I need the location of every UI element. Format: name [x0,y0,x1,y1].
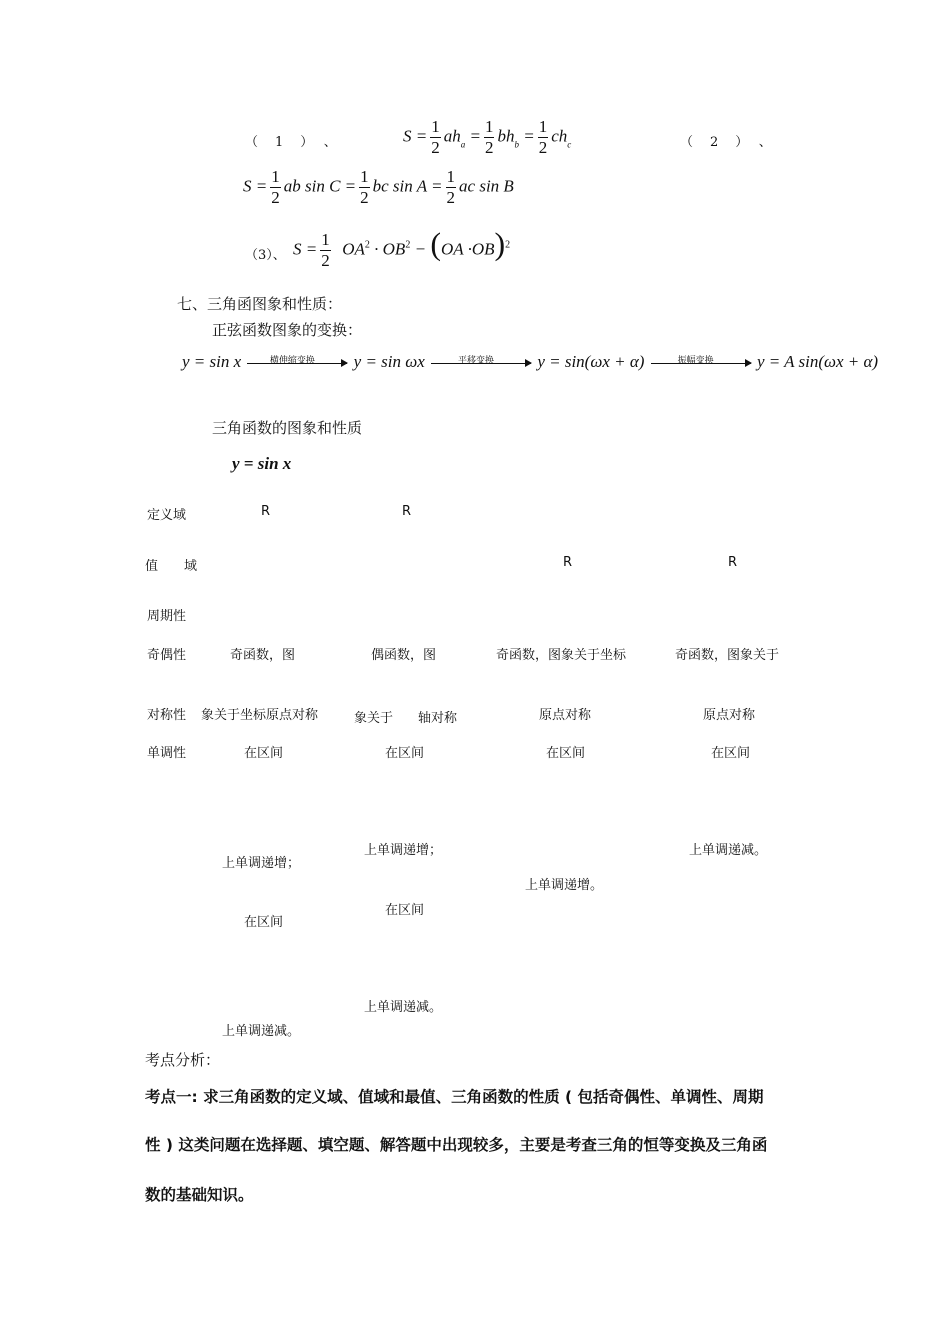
symmetry-value-1: 象关于坐标原点对称 [201,708,319,723]
symmetry-value-4: 原点对称 [703,708,756,723]
mono-col2-inc: 上单调递增； [364,843,443,858]
mono-interval-3: 在区间 [546,746,586,761]
row-label-monotonic: 单调性 [147,746,187,761]
formula-1-label: （ 1 ） 、 [245,135,339,150]
row-label-symmetry: 对称性 [147,708,187,723]
parity-value-3: 奇函数，图象关于坐标 [496,648,627,663]
arrow-3: 振幅变换 [651,363,751,364]
arrow-2: 平移变换 [431,363,531,364]
mono-col2-dec: 上单调递减。 [364,1000,443,1015]
arrow-1: 横伸缩变换 [247,363,347,364]
parity-value-4: 奇函数，图象关于 [675,648,780,663]
sine-transform-title: 正弦函数图象的变换： [212,321,363,339]
formula-2: S = $\frac{1}{2}$ ab sin C = $\frac{1}{2}$ bc sin A = $\frac{1}{2}$ ac sin B [243,167,514,207]
analysis-point1-line1: 考点一: 求三角函数的定义域、值域和最值、三角函数的性质 ( 包括奇偶性、单调性、周期 [145,1088,764,1106]
mono-col1-dec: 上单调递减。 [222,1024,301,1039]
range-value-2: R [728,555,738,570]
mono-col1-interval: 在区间 [244,915,284,930]
symmetry-value-2a: 象关于 [354,711,394,726]
mono-interval-2: 在区间 [385,746,425,761]
row-label-range: 值 域 [145,559,198,574]
table-title: 三角函数的图象和性质 [212,419,363,437]
chain-f2: y = sin ωx [353,352,425,371]
formula-3-label: （3）、 [245,248,286,263]
analysis-label: 考点分析： [145,1051,221,1069]
mono-col3-inc: 上单调递增。 [525,878,604,893]
analysis-point1-line2: 性 ) 这类问题在选择题、填空题、解答题中出现较多，主要是考查三角的恒等变换及三角函 [145,1136,768,1154]
parity-value-2: 偶函数，图 [371,648,437,663]
range-value-1: R [563,555,573,570]
row-label-domain: 定义域 [147,508,187,523]
mono-interval-4: 在区间 [711,746,751,761]
row-label-period: 周期性 [147,609,187,624]
parity-value-1: 奇函数，图 [230,648,296,663]
mono-interval-1: 在区间 [244,746,284,761]
domain-value-1: R [261,504,271,519]
table-function: y = sin x [232,454,292,473]
chain-f4: y = A sin(ωx + α) [756,352,879,371]
chain-f1: y = sin x [182,352,242,371]
formula-3: S = $\frac{1}{2}$ $OA^2 \cdot OB^2 - (OA \cdot OB)^2$ [293,225,511,270]
transform-chain [182,352,878,372]
mono-col2-interval: 在区间 [385,903,425,918]
analysis-point1-line3: 数的基础知识。 [145,1186,254,1204]
formula-1: S = $\frac{1}{2}$ $ah_a$ = $\frac{1}{2}$ $bh_b$ = $\frac{1}{2}$ $ch_c$ [403,117,572,157]
symmetry-value-2b: 轴对称 [418,711,458,726]
domain-value-2: R [402,504,412,519]
symmetry-value-3: 原点对称 [539,708,592,723]
row-label-parity: 奇偶性 [147,648,187,663]
mono-col4-dec: 上单调递减。 [689,843,768,858]
formula-2-label: （ 2 ） 、 [680,135,774,150]
mono-col1-inc: 上单调递增； [222,856,301,871]
section-heading: 七、三角函图象和性质： [177,295,343,313]
chain-f3: y = sin(ωx + α) [537,352,645,371]
